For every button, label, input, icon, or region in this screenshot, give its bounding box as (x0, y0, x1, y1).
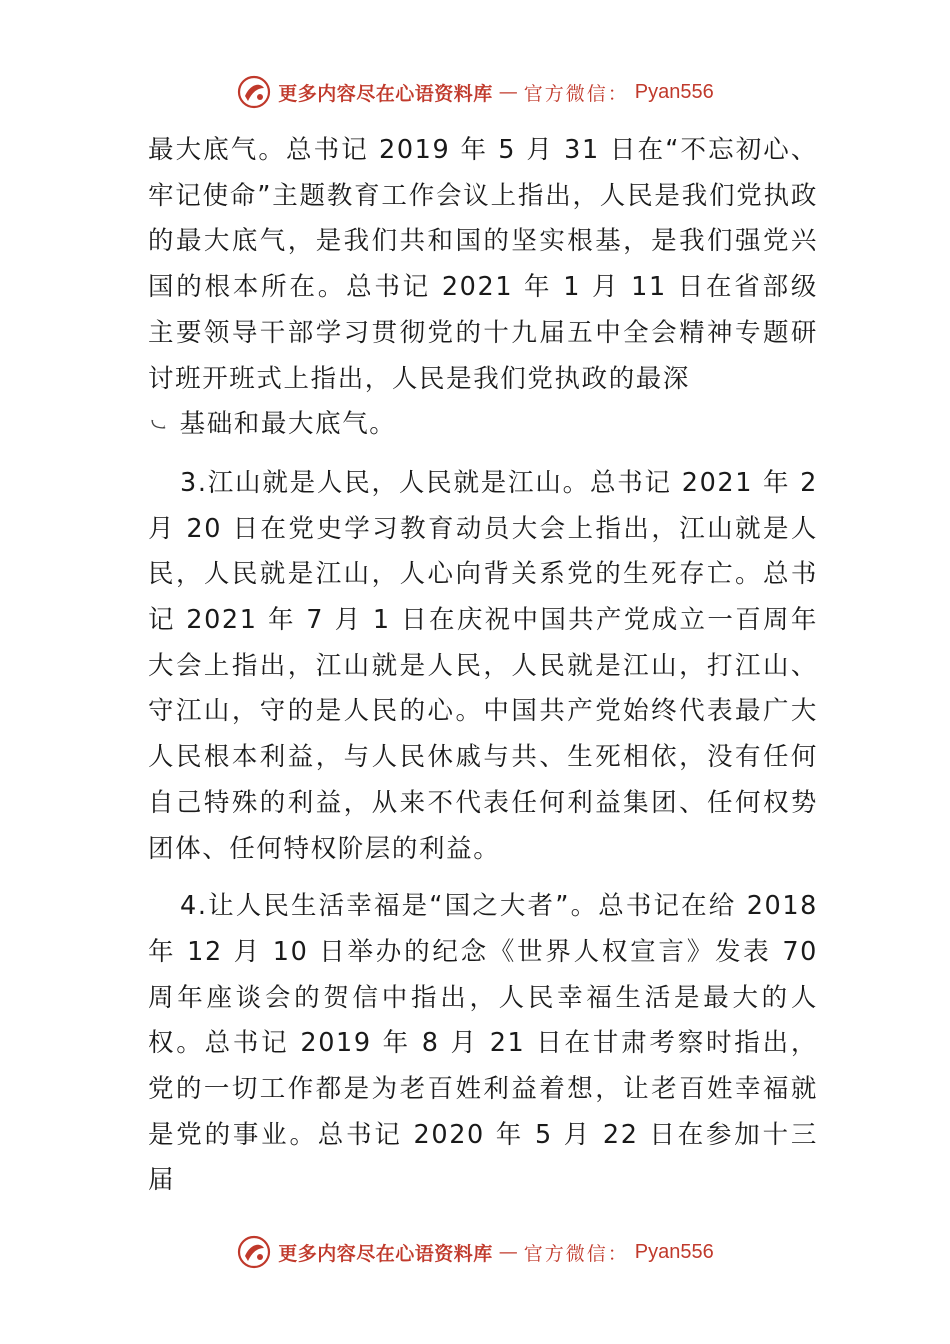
banner-dash: — (498, 81, 518, 103)
banner-dash: — (498, 1241, 518, 1263)
footer-banner (0, 1228, 950, 1276)
banner-wechat-id: Pyan556 (634, 1240, 714, 1263)
paragraph-1-continued (148, 402, 818, 449)
banner-label: 官方微信： (523, 82, 629, 105)
paragraph-3: 3.江山就是人民，人民就是江山。总书记 2021 年 2 月 20 日在党史学习教育动员大会上指出，江山就是人民，人民就是江山，人心向背关系党的生死存亡。总书记 2021 年 7 月 1 日在庆祝中国共产党成立一百周年大会上指出，江山就是人民，人民就是江山，打江山、守江山，守的是人民的心。中国共产党始终代表最广大人民根本利益，与人民休戚与共、生死相依，没有任何自己特殊的利益，从来不代表任何利益集团、任何权势团体、任何特权阶层的利益。 (148, 467, 818, 864)
document-body (148, 128, 818, 1204)
stray-glyph: ㇃ (148, 413, 170, 438)
logo-icon (236, 74, 272, 110)
paragraph-1-tail: 基础和最大底气。 (179, 409, 397, 440)
banner-main-text: 更多内容尽在心语资料库 (278, 1242, 493, 1265)
logo-icon (236, 1234, 272, 1270)
header-banner (0, 68, 950, 116)
paragraph-1: 最大底气。总书记 2019 年 5 月 31 日在“不忘初心、牢记使命”主题教育工作会议上指出，人民是我们党执政的最大底气，是我们共和国的坚实根基，是我们强党兴国的根本所在。总书记 2021 年 1 月 11 日在省部级主要领导干部学习贯彻党的十九届五中全会精神专题研讨班开班式上指出，人民是我们党执政的最深 (148, 135, 818, 394)
banner-main-text: 更多内容尽在心语资料库 (278, 82, 493, 105)
banner-wechat-id: Pyan556 (634, 80, 714, 103)
paragraph-4: 4.让人民生活幸福是“国之大者”。总书记在给 2018 年 12 月 10 日举办的纪念《世界人权宣言》发表 70 周年座谈会的贺信中指出，人民幸福生活是最大的人权。总书记 2019 年 8 月 21 日在甘肃考察时指出，党的一切工作都是为老百姓利益着想，让老百姓幸福就是党的事业。总书记 2020 年 5 月 22 日在参加十三届 (148, 891, 818, 1196)
banner-label: 官方微信： (523, 1242, 629, 1265)
